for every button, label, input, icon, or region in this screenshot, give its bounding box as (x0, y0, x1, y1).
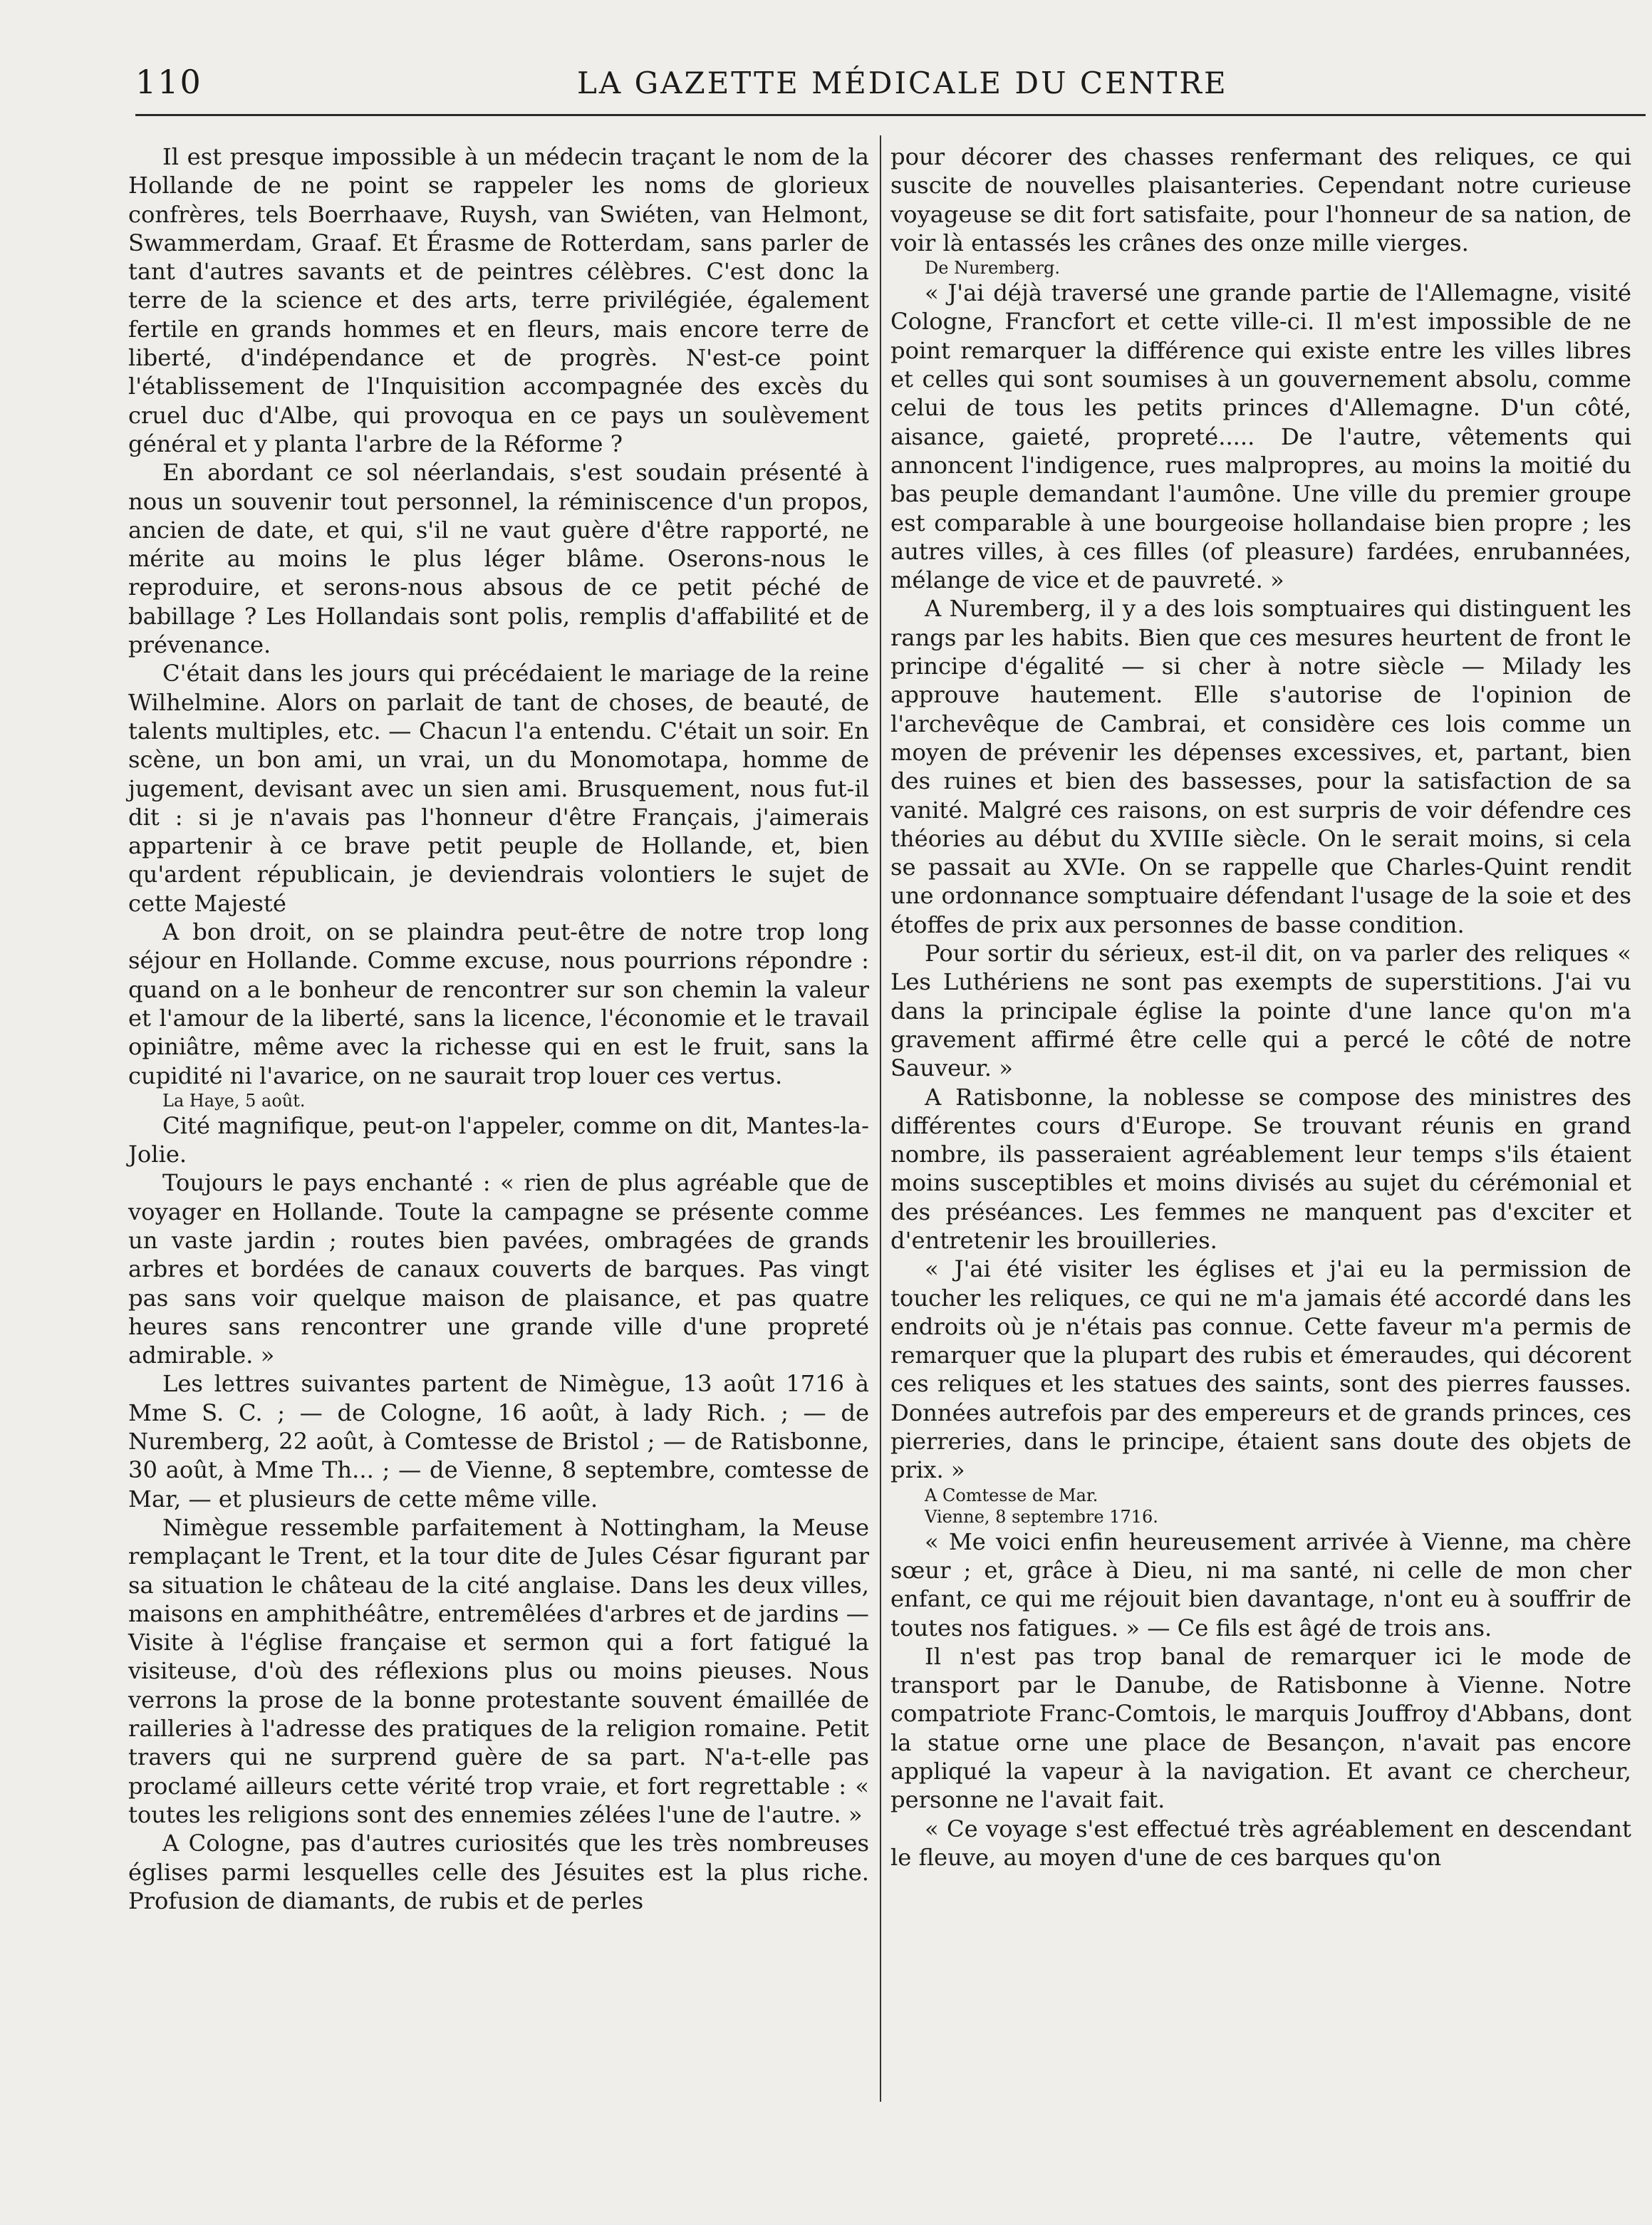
dateline-la-haye: La Haye, 5 août. (162, 1090, 306, 1111)
paragraph: Les lettres suivantes partent de Nimègue, 13 août 1716 à Mme S. C. ; — de Cologne, 16 août, à lady Rich. ; — de Nuremberg, 22 août, à Comtesse de Bristol ; — de Ratisbonne, 30 août, à Mme Th... ; — de Vienne, 8 septembre, comtesse de Mar, — et plusieurs de cette même ville. (128, 1370, 869, 1513)
paragraph: A bon droit, on se plaindra peut-être de notre trop long séjour en Hollande. Comme excuse, nous pourrions répondre : quand on a le bonheur de rencontrer sur son chemin la valeur et l'amour de la liberté, sans la licence, l'économie et le travail opiniâtre, même avec la richesse qui en est le fruit, sans la cupidité ni l'avarice, on ne saurait trop louer ces vertus. (128, 918, 869, 1089)
paragraph: « Me voici enfin heureusement arrivée à Vienne, ma chère sœur ; et, grâce à Dieu, ni ma santé, ni celle de mon cher enfant, ce qui me réjouit bien davantage, n'ont eu à souffrir de toutes nos fatigues. » — Ce fils est âgé de trois ans. (890, 1528, 1631, 1641)
paragraph: pour décorer des chasses renfermant des reliques, ce qui suscite de nouvelles plaisanteries. Cependant notre curieuse voyageuse se dit fort satisfaite, pour l'honneur de sa nation, de voir là entassés les crânes des onze mille vierges. (890, 143, 1631, 256)
paragraph: En abordant ce sol néerlandais, s'est soudain présenté à nous un souvenir tout personnel, la réminiscence d'un propos, ancien de date, et qui, s'il ne vaut guère d'être rapporté, ne mérite au moins le plus léger blâme. Oserons-nous le reproduire, et serons-nous absous de ce petit péché de babillage ? Les Hollandais sont polis, remplis d'affabilité et de prévenance. (128, 459, 869, 659)
right-column (890, 142, 1631, 1872)
dateline-comtesse-de-mar: A Comtesse de Mar. (925, 1485, 1098, 1505)
paragraph: « J'ai été visiter les églises et j'ai eu la permission de toucher les reliques, ce qui ne m'a jamais été accordé dans les endroits où je n'étais pas connue. Cette faveur m'a permis de remarquer que la plupart des rubis et émeraudes, qui décorent ces reliques et les statues des saints, sont des pierres fausses. Données autrefois par des empereurs et de grands princes, ces pierreries, dans le principe, étaient sans doute des objets de prix. » (890, 1255, 1631, 1484)
paragraph: Il n'est pas trop banal de remarquer ici le mode de transport par le Danube, de Ratisbonne à Vienne. Notre compatriote Franc-Comtois, le marquis Jouffroy d'Abbans, dont la statue orne une place de Besançon, n'avait pas encore appliqué la vapeur à la navigation. Et avant ce chercheur, personne ne l'avait fait. (890, 1642, 1631, 1814)
column-divider (880, 135, 881, 2102)
journal-title: LA GAZETTE MÉDICALE DU CENTRE (577, 66, 1228, 100)
paragraph: « Ce voyage s'est effectué très agréablement en descendant le fleuve, au moyen d'une de ces barques qu'on (890, 1815, 1631, 1871)
running-head (135, 63, 1553, 105)
paragraph: Toujours le pays enchanté : « rien de plus agréable que de voyager en Hollande. Toute la campagne se présente comme un vaste jardin ; routes bien pavées, ombragées de grands arbres et bordées de canaux couverts de barques. Pas vingt pas sans voir quelque maison de plaisance, et pas quatre heures sans rencontrer une grande ville d'une propreté admirable. » (128, 1169, 869, 1369)
paragraph: Cité magnifique, peut-on l'appeler, comme on dit, Mantes-la-Jolie. (128, 1111, 869, 1168)
dateline-nuremberg: De Nuremberg. (925, 258, 1060, 279)
dateline-vienne: Vienne, 8 septembre 1716. (925, 1506, 1158, 1527)
paragraph: A Cologne, pas d'autres curiosités que les très nombreuses églises parmi lesquelles celle des Jésuites est la plus riche. Profusion de diamants, de rubis et de perles (128, 1830, 869, 1914)
header-rule (135, 114, 1646, 116)
paragraph: Pour sortir du sérieux, est-il dit, on va parler des reliques « Les Luthériens ne sont pas exempts de superstitions. J'ai vu dans la principale église la pointe d'une lance qu'on m'a gravement affirmé être celle qui a percé le côté de notre Sauveur. » (890, 940, 1631, 1082)
paragraph: A Ratisbonne, la noblesse se compose des ministres des différentes cours d'Europe. Se trouvant réunis en grand nombre, ils passeraient agréablement leur temps s'ils étaient moins susceptibles et moins divisés au sujet du cérémonial et des préséances. Les femmes ne manquent pas d'exciter et d'entretenir les brouilleries. (890, 1083, 1631, 1254)
page-number: 110 (135, 63, 202, 101)
paragraph: C'était dans les jours qui précédaient le mariage de la reine Wilhelmine. Alors on parlait de tant de choses, de beauté, de talents multiples, etc. — Chacun l'a entendu. C'était un soir. En scène, un bon ami, un vrai, un du Monomotapa, homme de jugement, devisant avec un sien ami. Brusquement, nous fut-il dit : si je n'avais pas l'honneur d'être Français, j'aimerais appartenir à ce brave petit peuple de Hollande, et, bien qu'ardent républicain, je deviendrais volontiers le sujet de cette Majesté (128, 660, 869, 917)
left-column (128, 142, 869, 1915)
paragraph: A Nuremberg, il y a des lois somptuaires qui distinguent les rangs par les habits. Bien que ces mesures heurtent de front le principe d'égalité — si cher à notre siècle — Milady les approuve hautement. Elle s'autorise de l'opinion de l'archevêque de Cambrai, et considère ces lois comme un moyen de prévenir les dépenses excessives, et, partant, bien des ruines et bien des bassesses, pour la satisfaction de sa vanité. Malgré ces raisons, on est surpris de voir défendre ces théories au début du XVIIIe siècle. On le serait moins, si cela se passait au XVIe. On se rappelle que Charles-Quint rendit une ordonnance somptuaire défendant l'usage de la soie et des étoffes de prix aux personnes de basse condition. (890, 595, 1631, 938)
paragraph: Nimègue ressemble parfaitement à Nottingham, la Meuse remplaçant le Trent, et la tour dite de Jules César figurant par sa situation le château de la cité anglaise. Dans les deux villes, maisons en amphithéâtre, entremêlées d'arbres et de jardins — Visite à l'église française et sermon qui a fort fatigué la visiteuse, d'où des réflexions plus ou moins pieuses. Nous verrons la prose de la bonne protestante souvent émaillée de railleries à l'adresse des pratiques de la religion romaine. Petit travers qui ne surprend guère de sa part. N'a-t-elle pas proclamé ailleurs cette vérité trop vraie, et fort regrettable : « toutes les religions sont des ennemies zélées l'une de l'autre. » (128, 1513, 869, 1828)
paragraph: « J'ai déjà traversé une grande partie de l'Allemagne, visité Cologne, Francfort et cette ville-ci. Il m'est impossible de ne point remarquer la différence qui existe entre les villes libres et celles qui sont soumises à un gouvernement absolu, comme celui de tous les petits princes d'Allemagne. D'un côté, aisance, gaieté, propreté..... De l'autre, vêtements qui annoncent l'indigence, rues malpropres, au moins la moitié du bas peuple demandant l'aumône. Une ville du premier groupe est comparable à une bourgeoise hollandaise bien propre ; les autres villes, à ces filles (of pleasure) fardées, enrubannées, mélange de vice et de pauvreté. » (890, 279, 1631, 594)
paragraph: Il est presque impossible à un médecin traçant le nom de la Hollande de ne point se rappeler les noms de glorieux confrères, tels Boerrhaave, Ruysh, van Swiéten, van Helmont, Swammerdam, Graaf. Et Érasme de Rotterdam, sans parler de tant d'autres savants et de peintres célèbres. C'est donc la terre de la science et des arts, terre privilégiée, également fertile en grands hommes et en fleurs, mais encore terre de liberté, d'indépendance et de progrès. N'est-ce point l'établissement de l'Inquisition accompagnée des excès du cruel duc d'Albe, qui provoqua en ce pays un soulèvement général et y planta l'arbre de la Réforme ? (128, 143, 869, 457)
